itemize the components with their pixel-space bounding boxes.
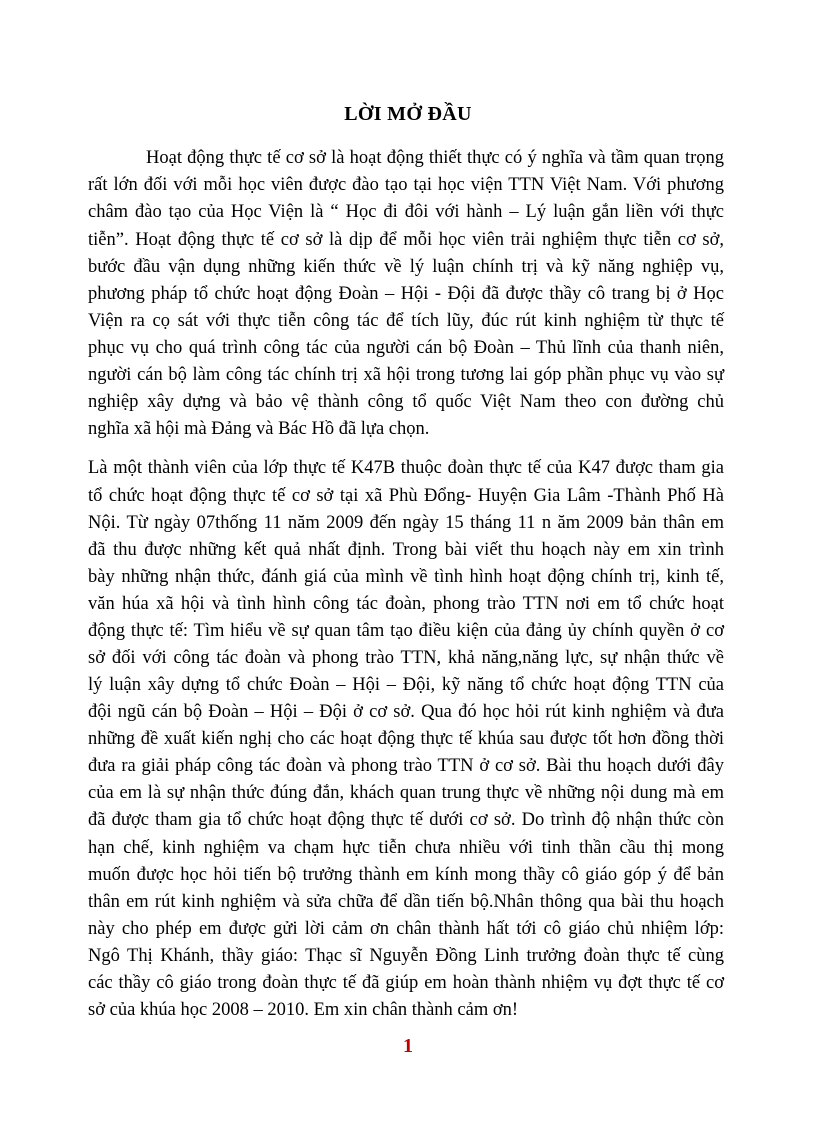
paragraph-line: Ngô Thị Khánh, thầy giáo: Thạc sĩ Nguyễn Đồng Linh trưởng đoàn thực tế cùng (88, 946, 724, 966)
paragraph-line: lý luận xây dựng tổ chức Đoàn – Hội – Đội, kỹ năng tổ chức hoạt động TTN của (88, 675, 724, 695)
paragraph-line: hạn chế, kinh nghiệm va chạm hực tiễn chưa nhiều với tinh thần cầu thị mong (88, 838, 724, 858)
paragraph-line: văn húa xã hội và tình hình công tác đoàn, phong trào TTN nơi em tổ chức hoạt (88, 594, 724, 614)
paragraph-line: Là một thành viên của lớp thực tế K47B thuộc đoàn thực tế của K47 được tham gia (88, 458, 724, 478)
paragraph-line: tổ chức hoạt động thực tế cơ sở tại xã Phù Đổng- Huyện Gia Lâm -Thành Phố Hà (88, 486, 724, 506)
paragraph-line: động thực tế: Tìm hiểu về sự quan tâm tạo điều kiện của đảng ủy chính quyền ở cơ (88, 621, 724, 641)
paragraph-line: nghĩa xã hội mà Đảng và Bác Hồ đã lựa chọn. (88, 419, 430, 439)
paragraph-line: thân em rút kinh nghiệm và sửa chữa để dần tiến bộ.Nhân thông qua bài thu hoạch (88, 892, 724, 912)
paragraph-line: đã thu được những kết quả nhất định. Trong bài viết thu hoạch này em xin trình (88, 540, 724, 560)
paragraph-line: sở của khúa học 2008 – 2010. Em xin chân thành cảm ơn! (88, 1000, 519, 1020)
paragraph-line: những đề xuất kiến nghị cho các hoạt động thực tế khúa sau được tốt hơn đồng thời (88, 729, 724, 749)
paragraph-line: đưa ra giải pháp công tác đoàn và phong trào TTN ở cơ sở. Bài thu hoạch dưới đây (88, 756, 724, 776)
paragraph-line: đội ngũ cán bộ Đoàn – Hội – Đội ở cơ sở. Qua đó học hỏi rút kinh nghiệm và đưa (88, 702, 724, 722)
paragraph-line: tiễn”. Hoạt động thực tế cơ sở là dịp để mỗi học viên trải nghiệm thực tiễn cơ sở, (88, 230, 724, 250)
paragraph-line: Nội. Từ ngày 07thống 11 năm 2009 đến ngày 15 tháng 11 n ăm 2009 bản thân em (88, 513, 724, 533)
paragraph-line: sở đối với công tác đoàn và phong trào TTN, khả năng,năng lực, sự nhận thức về (88, 648, 724, 668)
paragraph-line: Viện ra cọ sát với thực tiễn công tác để tích lũy, đúc rút kinh nghiệm từ thực tế (88, 311, 724, 331)
paragraph-line: bước đầu vận dụng những kiến thức về lý luận chính trị và kỹ năng nghiệp vụ, (88, 257, 724, 277)
paragraph-line: nghiệp xây dựng và bảo vệ thành công tổ quốc Việt Nam theo con đường chủ (88, 392, 724, 412)
document-title: LỜI MỞ ĐẦU (344, 103, 472, 125)
paragraph-line: của em là sự nhận thức đúng đắn, khách quan trung thực về những nội dung mà em (88, 783, 724, 803)
paragraph-line: muốn được học hỏi tiến bộ trưởng thành em kính mong thầy cô giáo góp ý để bản (88, 865, 724, 885)
paragraph-line: phương pháp tổ chức hoạt động Đoàn – Hội - Đội đã được thầy cô trang bị ở Học (88, 284, 724, 304)
paragraph-line: châm đào tạo của Học Viện là “ Học đi đôi với hành – Lý luận gắn liền với thực (88, 202, 724, 222)
paragraph-line: Hoạt động thực tế cơ sở là hoạt động thiết thực có ý nghĩa và tầm quan trọng (146, 148, 724, 168)
paragraph-line: đã được tham gia tổ chức hoạt động thực tế dưới cơ sở. Do trình độ nhận thức còn (88, 810, 724, 830)
paragraph-line: bày những nhận thức, đánh giá của mình về tình hình hoạt động chính trị, kinh tế, (88, 567, 724, 587)
paragraph-line: rất lớn đối với mỗi học viên được đào tạo tại học viện TTN Việt Nam. Với phương (88, 175, 724, 195)
paragraph-line: các thầy cô giáo trong đoàn thực tế đã giúp em hoàn thành nhiệm vụ đợt thực tế cơ (88, 973, 724, 993)
page-number: 1 (403, 1035, 413, 1057)
paragraph-line: này cho phép em được gửi lời cảm ơn chân thành hất tới cô giáo chủ nhiệm lớp: (88, 919, 724, 939)
paragraph-line: người cán bộ làm công tác chính trị xã hội trong tương lai góp phần phục vụ vào sự (88, 365, 724, 385)
paragraph-line: phục vụ cho quá trình công tác của người cán bộ Đoàn – Thủ lĩnh của thanh niên, (88, 338, 724, 358)
